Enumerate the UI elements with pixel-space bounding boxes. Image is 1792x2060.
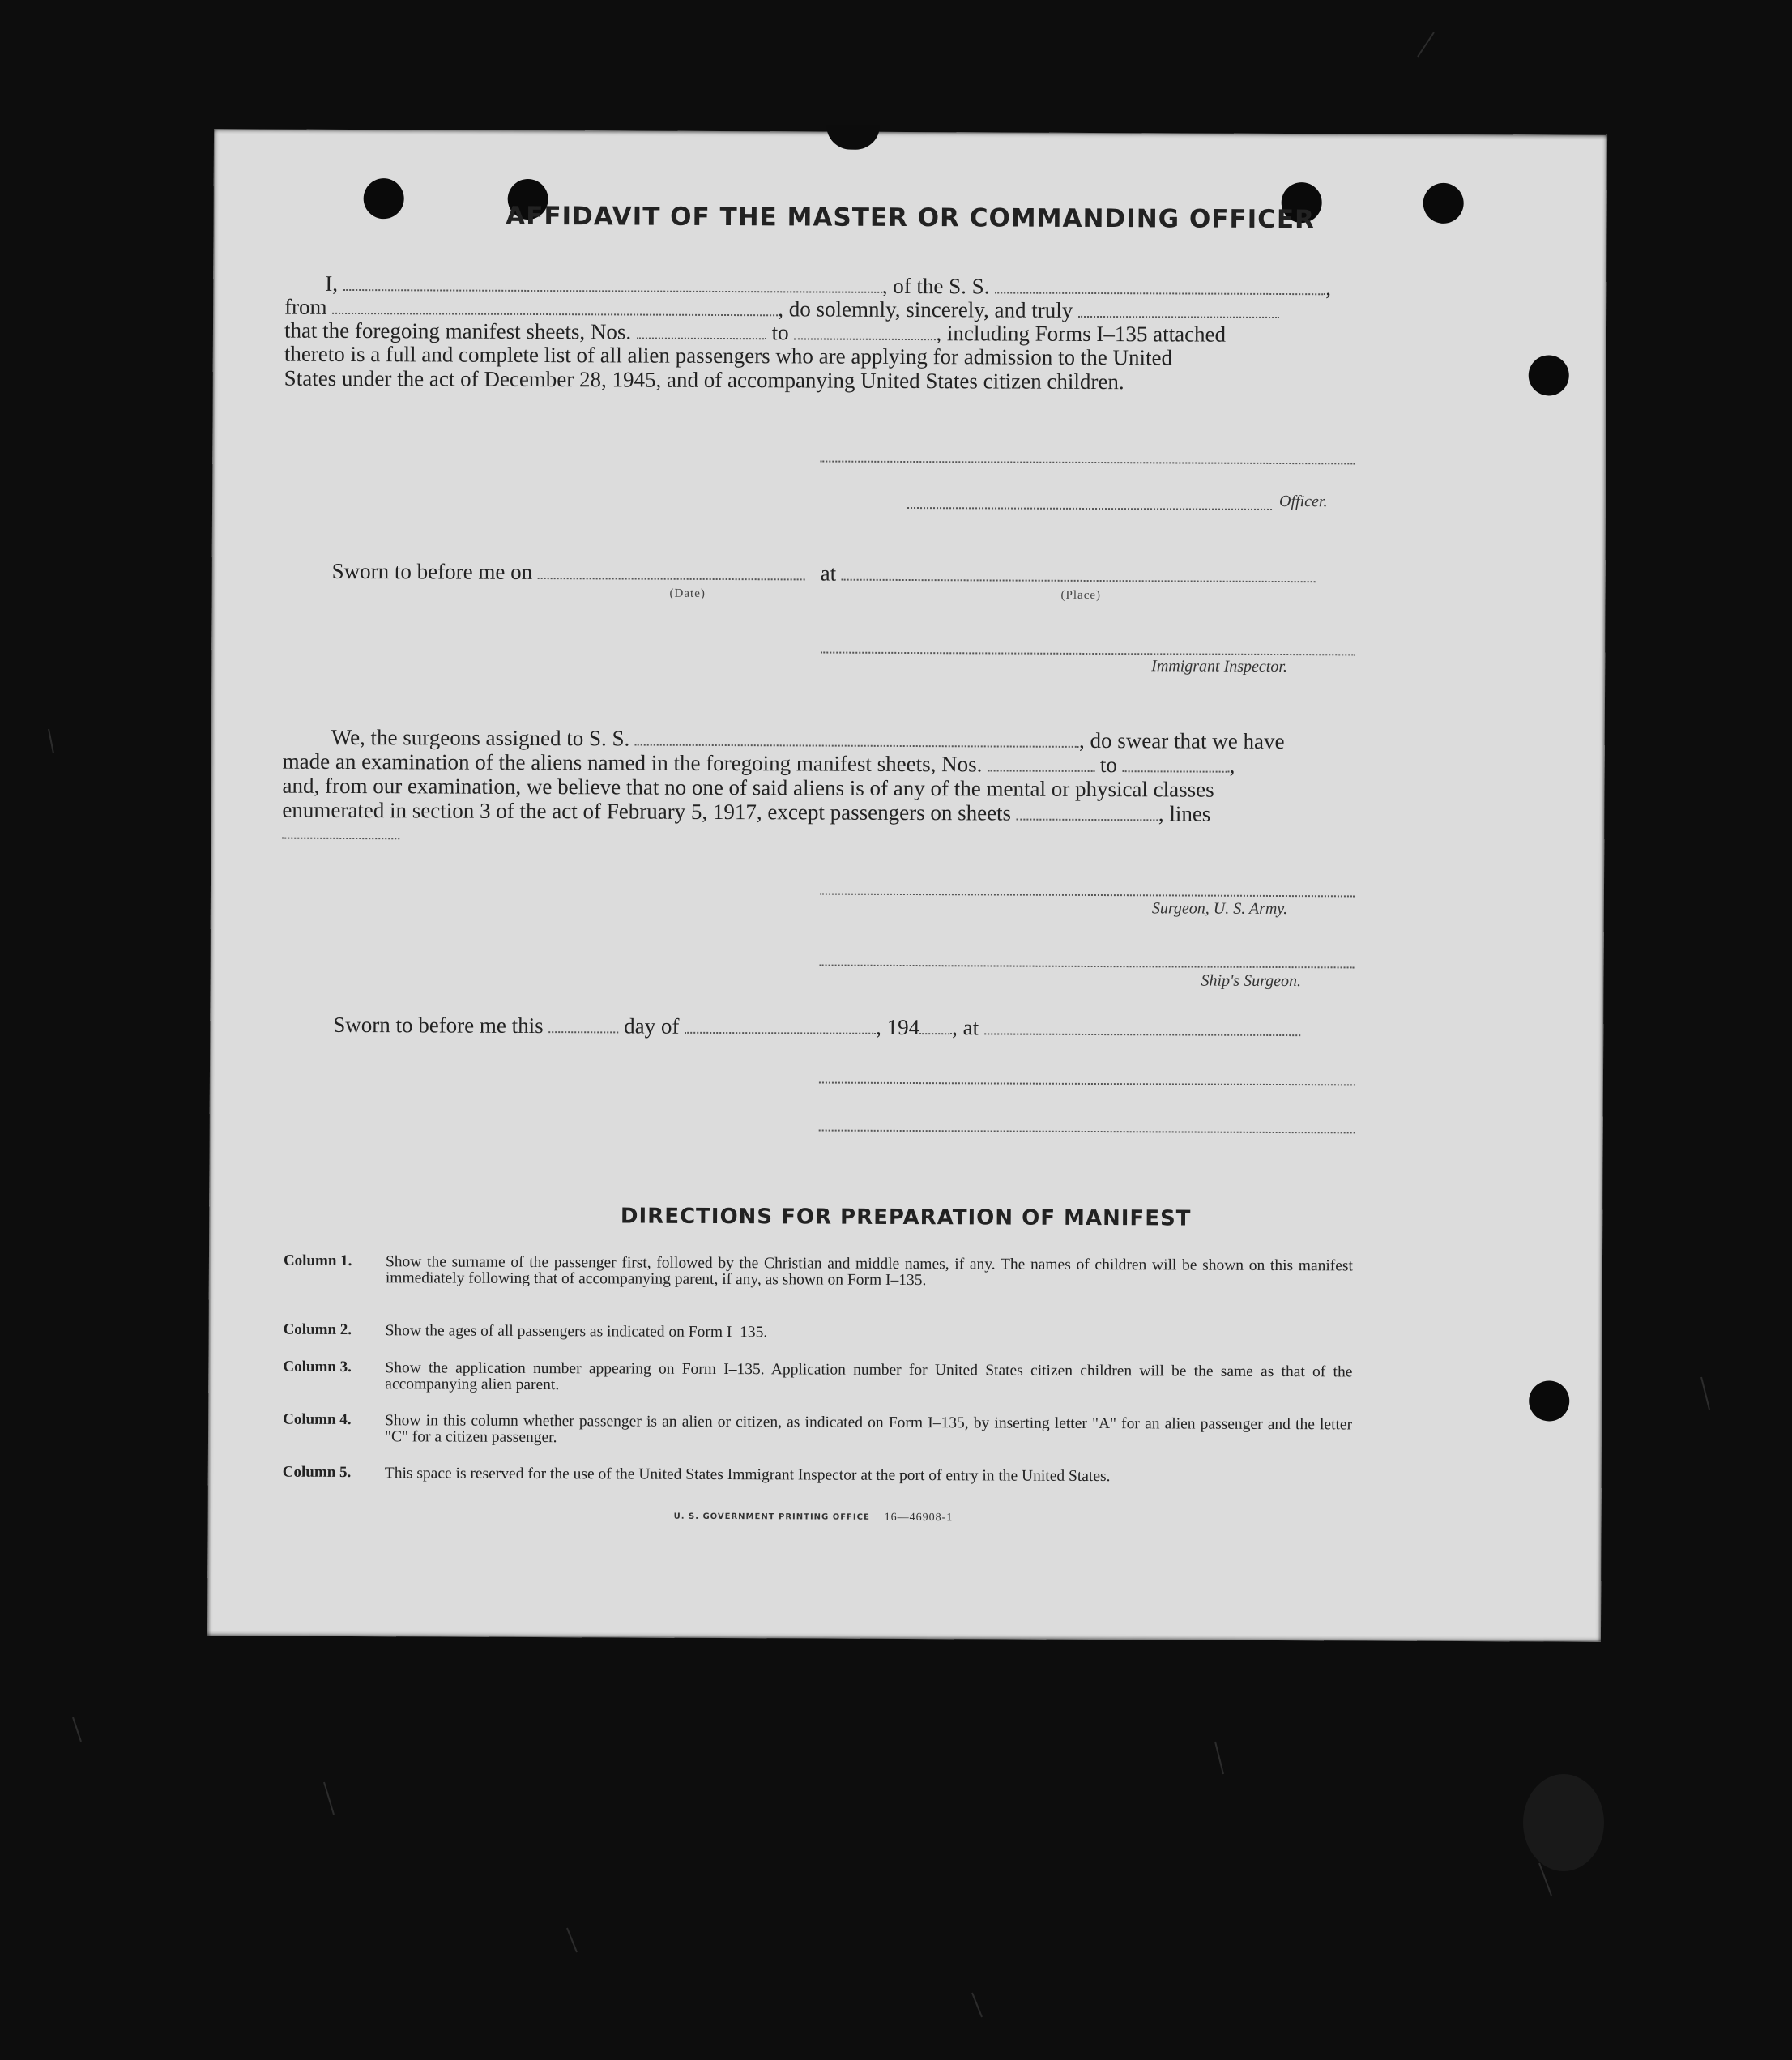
surgeons-at-label: , at — [952, 1015, 979, 1040]
affidavit-line-4: thereto is a full and complete list of all alien passengers who are applying for admission to the United — [284, 341, 1173, 370]
column-4-text: Show in this column whether passenger is an alien or citizen, as indicated on Form I–135, by inserting letter "A" for an alien passenger and the letter "C" for a citizen passenger. — [384, 1412, 1353, 1447]
master-name-field[interactable] — [343, 275, 882, 293]
sheets-from-field[interactable] — [637, 323, 766, 340]
sworn-this-label: Sworn to before me this — [333, 1012, 544, 1039]
surgeon-sheets-from-field[interactable] — [988, 755, 1094, 772]
ship-name-field[interactable] — [995, 277, 1325, 295]
affidavit-title: AFFIDAVIT OF THE MASTER OR COMMANDING OFFICER — [506, 201, 1316, 235]
officer-signature-line-2[interactable] — [819, 1082, 1355, 1086]
year-label: , 194 — [876, 1014, 920, 1040]
officer-caption: Officer. — [1279, 492, 1328, 511]
surgeons-sworn-line — [333, 1013, 1300, 1041]
ship-surgeon-signature-line[interactable] — [820, 965, 1355, 969]
surgeons-sworn-place-field[interactable] — [984, 1018, 1300, 1036]
sheets-to-field[interactable] — [794, 323, 936, 340]
surgeons-section-text: enumerated in section 3 of the act of February 5, 1917, except passengers on sheets — [282, 797, 1012, 825]
except-sheets-field[interactable] — [1017, 804, 1158, 821]
affidavit-sheets-text: that the foregoing manifest sheets, Nos. — [284, 318, 632, 344]
surgeons-lines: , lines — [1158, 801, 1211, 826]
affidavit-i: I, — [325, 271, 339, 296]
sworn-label: Sworn to before me on — [331, 558, 533, 584]
affidavit-to: to — [771, 320, 789, 345]
affidavit-solemnly: , do solemnly, sincerely, and truly — [778, 296, 1073, 322]
punch-hole — [1529, 1380, 1569, 1421]
surgeon-sheets-to-field[interactable] — [1123, 756, 1230, 773]
surgeons-swear: , do swear that we have — [1079, 727, 1285, 754]
column-5-text: This space is reserved for the use of the United States Immigrant Inspector at the port of entry in the United States. — [384, 1465, 1111, 1486]
column-3-text: Show the application number appearing on Form I–135. Application number for United States citizen children will be the same as that of the accompanying alien parent. — [385, 1359, 1353, 1394]
surgeon-ship-field[interactable] — [635, 730, 1079, 748]
column-1-label: Column 1. — [283, 1252, 352, 1270]
inspector-caption: Immigrant Inspector. — [1151, 657, 1287, 676]
affidavit-from: from — [284, 294, 327, 319]
affidavit-line-5: States under the act of December 28, 1945, and of accompanying United States citizen children. — [284, 365, 1124, 395]
ship-surgeon-caption: Ship's Surgeon. — [1201, 971, 1302, 991]
officer-signature-line-3[interactable] — [819, 1130, 1355, 1134]
surgeons-line-4 — [282, 798, 1210, 826]
punch-hole — [1529, 355, 1569, 395]
form-number: 16—46908-1 — [884, 1511, 954, 1525]
page-notch — [826, 126, 880, 150]
officer-signature-line[interactable] — [907, 507, 1272, 510]
army-surgeon-signature-line[interactable] — [820, 894, 1355, 898]
master-signature-line[interactable] — [820, 461, 1355, 465]
column-2-label: Column 2. — [283, 1320, 352, 1339]
column-2-text: Show the ages of all passengers as indicated on Form I–135. — [385, 1322, 768, 1341]
day-of-label: day of — [624, 1013, 680, 1039]
column-5-label: Column 5. — [282, 1463, 352, 1482]
column-1-text: Show the surname of the passenger first, followed by the Christian and middle names, if any. The names of children will be shown on this manifest immediately following that of accompanying parent, if any, as shown on Form I–135. — [385, 1253, 1354, 1290]
surgeons-text: We, the surgeons assigned to S. S. — [331, 724, 630, 751]
date-caption: (Date) — [669, 586, 706, 600]
affidavit-forms-text: , including Forms I–135 attached — [936, 321, 1227, 347]
army-surgeon-caption: Surgeon, U. S. Army. — [1151, 899, 1288, 919]
punctuation: , — [1325, 275, 1332, 301]
surgeons-line-3: and, from our examination, we believe that no one of said aliens is of any of the mental or physical classes — [282, 773, 1214, 802]
manifest-page — [207, 129, 1607, 1641]
printer-imprint: U. S. GOVERNMENT PRINTING OFFICE — [673, 1512, 870, 1522]
column-4-label: Column 4. — [283, 1410, 352, 1429]
surgeons-to: to — [1099, 753, 1117, 778]
surgeons-exam-text: made an examination of the aliens named in the foregoing manifest sheets, Nos. — [282, 749, 983, 777]
sworn-date-field[interactable] — [538, 563, 805, 580]
sworn-year-field[interactable] — [919, 1018, 952, 1034]
sworn-month-field[interactable] — [685, 1017, 876, 1034]
except-lines-field[interactable] — [282, 838, 399, 840]
affidavit-of-ss: , of the S. S. — [881, 273, 990, 299]
place-caption: (Place) — [1060, 588, 1102, 603]
punctuation: , — [1229, 753, 1235, 778]
sworn-day-field[interactable] — [548, 1017, 618, 1033]
directions-title: DIRECTIONS FOR PREPARATION OF MANIFEST — [620, 1204, 1192, 1231]
column-3-label: Column 3. — [283, 1358, 352, 1376]
sworn-line — [332, 559, 1316, 587]
inspector-signature-line[interactable] — [821, 652, 1355, 656]
sworn-at: at — [820, 561, 837, 586]
port-from-field[interactable] — [332, 298, 778, 316]
affirm-field[interactable] — [1078, 301, 1279, 318]
sworn-place-field[interactable] — [842, 565, 1316, 583]
